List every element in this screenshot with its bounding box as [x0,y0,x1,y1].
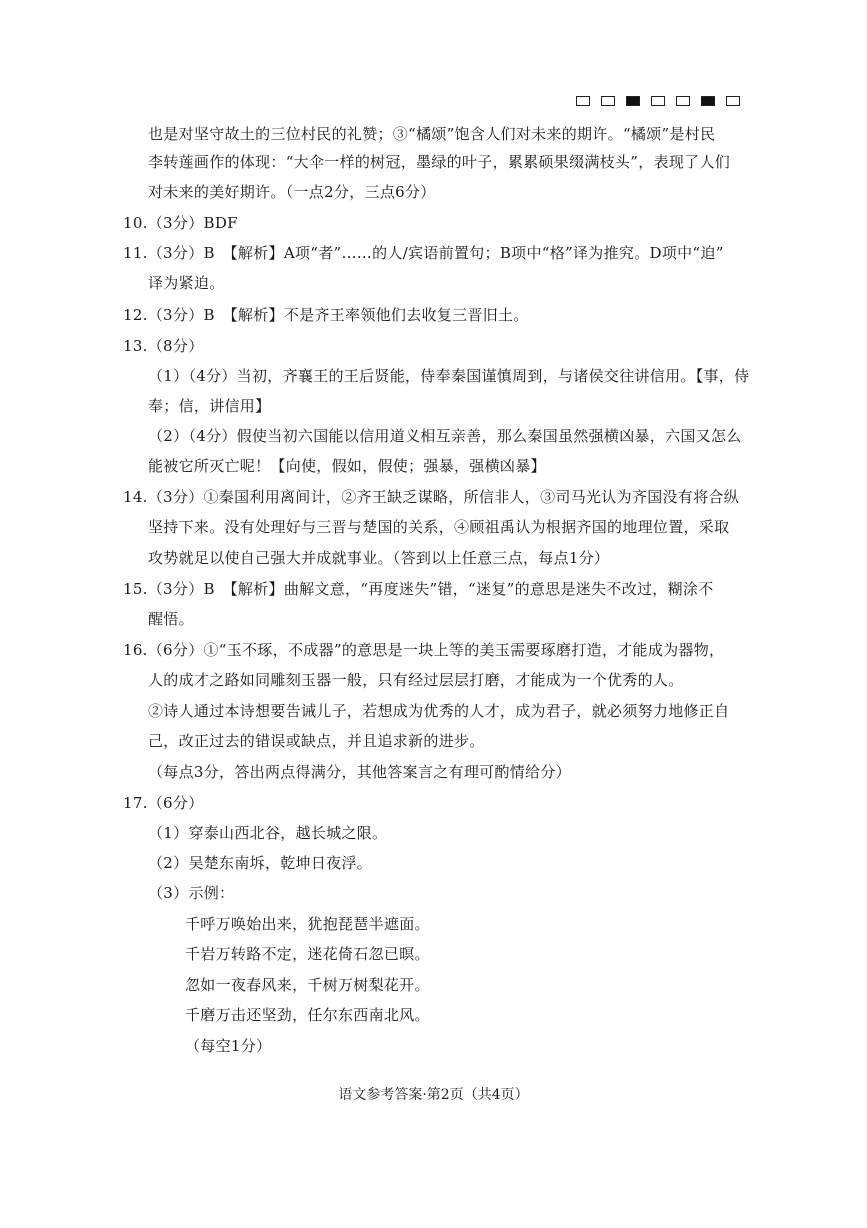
answer-line: 醒悟。 [148,610,194,628]
header-mark-empty [576,96,590,106]
answer-line: （2）（4分）假使当初六国能以信用道义相互亲善，那么秦国虽然强横凶暴，六国又怎么 [148,427,742,445]
header-mark-filled [626,96,640,106]
header-mark-empty [651,96,665,106]
answer-line: 千呼万唤始出来，犹抱琵琶半遮面。 [185,915,430,933]
question-line: 16.（6分）①“玉不琢，不成器”的意思是一块上等的美玉需要琢磨打造，才能成为器物， [123,641,725,659]
answer-line: 也是对坚守故土的三位村民的礼赞；③“橘颂”饱含人们对未来的期许。“橘颂”是村民 [148,125,716,143]
question-line: 13.（8分） [123,337,204,355]
answer-line: 人的成才之路如同雕刻玉器一般，只有经过层层打磨，才能成为一个优秀的人。 [148,671,684,689]
question-line: 17.（6分） [123,794,204,812]
header-mark-empty [676,96,690,106]
answer-line: ②诗人通过本诗想要告诫儿子，若想成为优秀的人才，成为君子，就必须努力地修正自 [148,702,730,720]
answer-line: （1）穿泰山西北谷，越长城之限。 [148,824,388,842]
answer-line: （2）吴楚东南坼，乾坤日夜浮。 [148,854,373,872]
header-mark-empty [601,96,615,106]
answer-line: 对未来的美好期许。（一点2分，三点6分） [148,183,436,201]
answer-line: 能被它所灭亡呢！【向使，假如，假使；强暴，强横凶暴】 [148,457,546,475]
question-line: 15.（3分）B 【解析】曲解文意，“再度迷失”错，“迷复”的意思是迷失不改过，糊涂不 [123,580,714,598]
answer-line: 译为紧迫。 [148,274,225,292]
header-mark-empty [726,96,740,106]
header-mark-filled [701,96,715,106]
question-line: 14.（3分）①秦国利用离间计，②齐王缺乏谋略，所信非人，③司马光认为齐国没有将合纵 [123,488,740,506]
answer-line: （1）（4分）当初，齐襄王的王后贤能，侍奉秦国谨慎周到，与诸侯交往讲信用。【事，侍 [148,367,750,385]
question-line: 12.（3分）B 【解析】不是齐王率领他们去收复三晋旧土。 [123,306,529,324]
answer-line: 奉；信，讲信用】 [148,397,271,415]
question-line: 11.（3分）B 【解析】A项“者”……的人/宾语前置句；B项中“格”译为推究。D项中“迫” [123,244,724,262]
answer-line: 李转莲画作的体现：“大伞一样的树冠，墨绿的叶子，累累硕果缀满枝头”，表现了人们 [148,153,731,171]
question-line: 10.（3分）BDF [123,214,238,232]
answer-line: （3）示例： [148,884,235,902]
answer-line: 己，改正过去的错误或缺点，并且追求新的进步。 [148,732,485,750]
answer-line: 千磨万击还坚劲，任尔东西南北风。 [185,1006,430,1024]
answer-line: 攻势就足以使自己强大并成就事业。（答到以上任意三点，每点1分） [148,549,610,567]
answer-line: 千岩万转路不定，迷花倚石忽已暝。 [185,945,430,963]
answer-line: （每点3分，答出两点得满分，其他答案言之有理可酌情给分） [148,763,571,781]
answer-line: 坚持下来。没有处理好与三晋与楚国的关系，④顾祖禹认为根据齐国的地理位置，采取 [148,518,730,536]
page-footer: 语文参考答案·第2页（共4页） [338,1087,529,1103]
answer-line: （每空1分） [185,1037,272,1055]
answer-line: 忽如一夜春风来，千树万树梨花开。 [185,976,430,994]
